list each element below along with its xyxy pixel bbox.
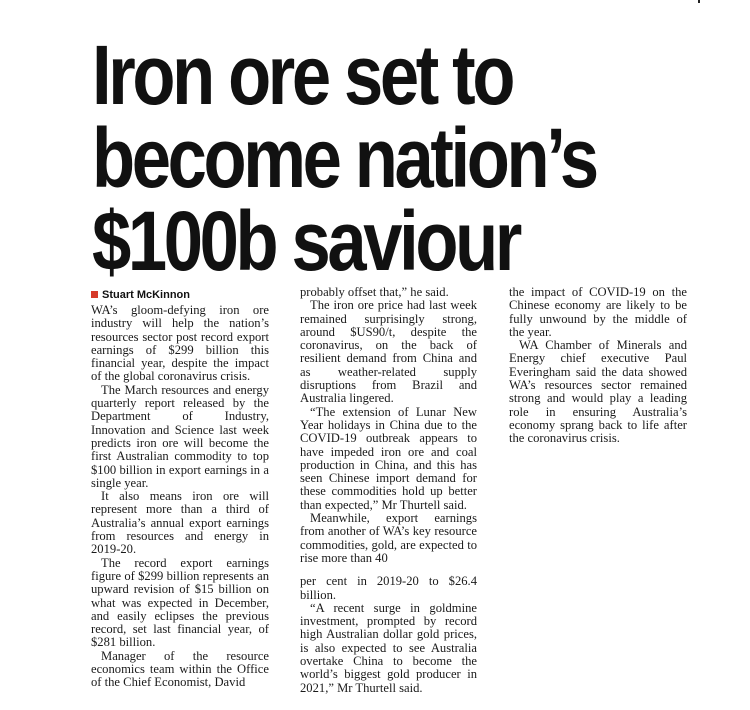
- paragraph: “A recent surge in goldmine investment, prompted by record high Australian dollar gold prices, is also expected to see Australia overtake China to become the world’s biggest gold producer in 2021,” Mr Thurtell said.: [300, 600, 477, 695]
- article-column-3: [509, 286, 687, 446]
- paragraph: The record export earnings figure of $299 billion represents an upward revision of $15 billion on what was expected in December, and easily eclipses the previous record, set last financial year, of $281 billion.: [91, 555, 269, 650]
- paragraph: probably offset that,” he said.: [300, 285, 449, 299]
- article-column-2: [300, 286, 477, 695]
- headline-line-3: $100b saviour: [92, 194, 519, 288]
- byline-author: Stuart McKinnon: [102, 289, 190, 301]
- headline: [92, 28, 630, 288]
- paragraph: WA’s gloom-defying iron ore industry will help the nation’s resources sector post record export earnings of $299 billion this financial year, despite the impact of the global coronavirus crisis.: [91, 303, 269, 384]
- paragraph: Meanwhile, export earnings from another of WA’s key resource commodities, gold, are expected to rise more than 40: [300, 511, 477, 565]
- paragraph: It also means iron ore will represent more than a third of Australia’s annual export earnings from resources and energy in 2019-20.: [91, 489, 269, 557]
- byline-marker-icon: [91, 291, 98, 298]
- paragraph: Manager of the resource economics team within the Office of the Chief Economist, David: [91, 648, 269, 690]
- paragraph: “The extension of Lunar New Year holidays in China due to the COVID-19 outbreak appears to have impeded iron ore and coal production in China, and this has seen Chinese import demand for these commodities hold up better than expected,” Mr Thurtell said.: [300, 404, 477, 512]
- headline-line-2: become nation’s: [92, 111, 596, 205]
- paragraph: the impact of COVID-19 on the Chinese economy are likely to be fully unwound by the middle of the year.: [509, 285, 687, 339]
- paragraph: The March resources and energy quarterly report released by the Department of Industry, Innovation and Science last week predicts iron ore will become the first Australian commodity to top $100 billion in export earnings in a single year.: [91, 382, 269, 490]
- paragraph: The iron ore price had last week remained surprisingly strong, around $US90/t, despite the coronavirus, on the back of resilient demand from China and as weather-related supply disruptions from Brazil and Australia lingered.: [300, 298, 477, 406]
- headline-line-1: Iron ore set to: [92, 28, 513, 122]
- article-column-1: [91, 304, 269, 690]
- paragraph: per cent in 2019-20 to $26.4 billion.: [300, 574, 477, 602]
- byline: [91, 289, 190, 301]
- corner-crop-mark: [698, 0, 700, 3]
- paragraph: WA Chamber of Minerals and Energy chief executive Paul Everingham said the data showed WA’s resources sector remained strong and would play a leading role in ensuring Australia’s economy sprang back to life after the coronavirus crisis.: [509, 338, 687, 446]
